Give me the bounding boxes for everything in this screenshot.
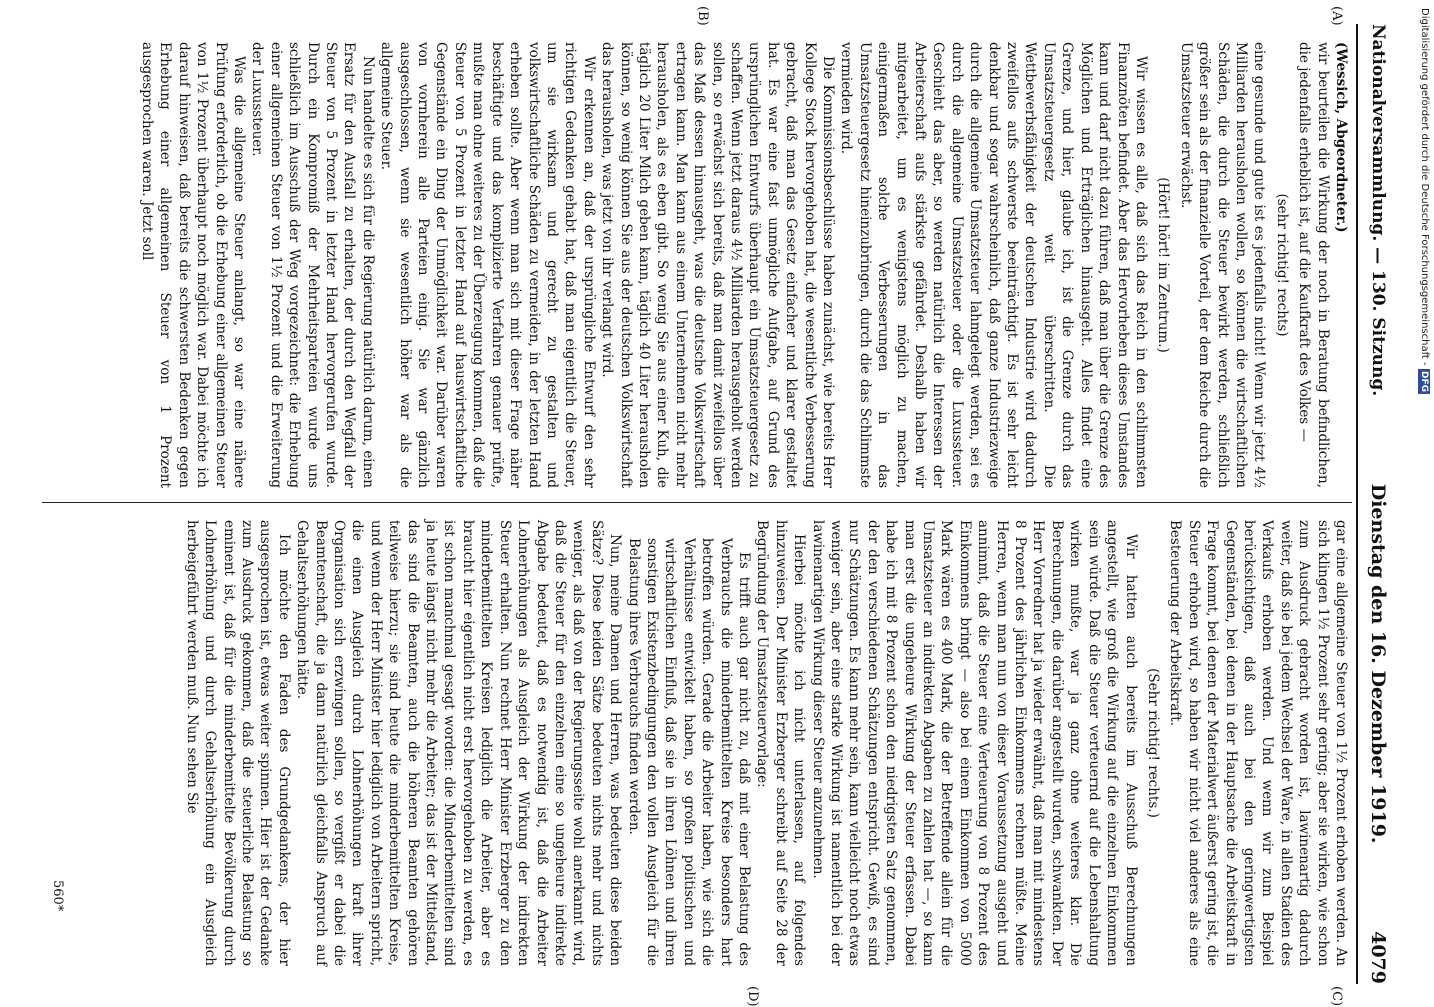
funding-note [1418,8,1430,394]
speaker-line: (Wessich, Abgeordneter.) [1333,42,1349,233]
signature-number: 560* [50,880,65,912]
page-header [1360,24,1396,984]
side-strip [1410,0,1434,1000]
paragraph: Was die allgemeine Steuer anlangt, so war eine nähere Prüfung erforderlich, ob die Erhebung einer allgemeinen Steuer von 1½ Prozent überhaupt noch möglich war. Dabei möchte ich darauf hinweisen, daß bereits die schwersten Bedenken gegen Erhebung einer allgemeinen Steuer von 1 Prozent ausgesprochen waren. Jetzt soll [139,42,248,488]
margin-letter-c: (C) [1329,986,1344,1007]
paragraph: Die Kommissionsbeschlüsse haben zunächst, wie bereits Herr Kollege Stock hervorgehoben hat, die wesentliche Verbesserung gebracht, daß man das Gesetz einfacher und klarer gestaltet hat. Es war eine fast unmögliche Aufgabe, auf Grund des ursprünglichen Entwurfs überhaupt ein Umsatzsteuergesetz zu schaffen. Wenn jetzt daraus 4½ Milliarden herausgeholt werden sollen, so erwächst sich bereits, daß man damit zweifellos über das Maß dessen hinausgeht, was die deutsche Volkswirtschaft ertragen kann. Man kann aus einem Unternehmen nicht mehr herausholen, als es eben gibt. So wenig Sie aus einer Kuh, die täglich 20 Liter Milch geben kann, täglich 40 Liter herausholen können, so wenig können Sie aus der deutschen Volkswirtschaft das herausholen, was jetzt von ihr verlangt wird. [599,42,837,488]
page-number: 4079 [1367,931,1389,984]
header-rule [1356,24,1358,984]
quotation: Es trifft auch gar nicht zu, daß mit einer Belastung des Verbrauchs die minderbemittelten Kreise besonders hart betroffen würden. Gerade die Arbeiter haben, wie sich die Verhältnisse entwickelt haben, so großen politischen und wirtschaftlichen Einfluß, daß sie in ihren Löhnen und ihren sonstigen Existenzbedingungen den vollen Ausgleich für die Belastung ihres Verbrauchs finden werden. [625,538,752,966]
interjection: (Sehr richtig! rechts.) [1144,668,1161,818]
paragraph: Hierbei möchte ich nicht unterlassen, auf folgendes hinzuweisen. Der Minister Erzberger schreibt auf Seite 28 der Begründung der Umsatzsteuervorlage: [754,520,808,966]
column-divider [42,502,1352,503]
paragraph: Nun handelte es sich für die Regierung natürlich darum, einen Ersatz für den Ausfall zu erhalten, der durch den Wegfall der Steuer von 5 Prozent in letzter Hand hervorgerufen wurde. Durch ein Kompromiß der Mehrheitsparteien wurde uns schließlich im Ausschuß der Weg vorgezeichnet: die Erhebung einer allgemeinen Steuer von 1½ Prozent und die Erweiterung der Luxussteuer. [249,42,376,488]
paragraph: gar eine allgemeine Steuer von 1½ Prozent erhoben werden. An sich klingen 1½ Prozent sehr gering; aber sie wirken, wie schon zum Ausdruck gebracht worden ist, lawinenartig dadurch weiter, daß sie bei jedem Wechsel der Ware, in allen Stadien des Verkaufs erhoben werden. Und wenn wir zum Beispiel berücksichtigen, daß auch bei den geringwertigsten Gegenständen, bei denen in der Hauptsache die Arbeitskraft in Frage kommt, bei denen der Materialwert äußerst gering ist, die Steuer erhoben wird, so haben wir nicht viel anderes als eine Besteuerung der Arbeitskraft. [1167,520,1349,966]
paragraph: wir beurteilen die Wirkung der noch in Beratung befindlichen, die jedenfalls erheblich ist, auf die Kaufkraft des Volkes — [1296,42,1331,488]
paragraph: Nun, meine Damen und Herren, was bedeuten diese beiden Sätze? Diese beiden Sätze bedeuten nichts mehr und nichts weniger, als daß von der Regierungsseite wohl anerkannt wird, daß die Steuer für den einzelnen eine so ungeheure indirekte Abgabe bedeutet, daß es notwendig ist, daß die Arbeiter Lohnerhöhungen als Ausgleich der Wirkung der indirekten Steuer erhalten. Nun rechnet Herr Minister Erzberger zu den minderbemittelten Kreisen lediglich die Arbeiter, aber es braucht hier eigentlich nicht erst hervorgehoben zu werden, es ist schon manchmal gesagt worden: die Minderbemittelten sind ja heute längst nicht mehr die Arbeiter; das ist der Mittelstand, das sind die Beamten, auch die höheren Beamten gehören teilweise hierzu; sie sind heute die minderbemittelten Kreise, und wenn der Herr Minister hier lediglich von Arbeitern spricht, die einen Ausgleich durch Lohnerhöhungen kraft ihrer Organisation sich erzwingen sollen, so vergißt er dabei die Beamtenschaft, die ja dann natürlich gleichfalls Anspruch auf Gehaltserhöhungen hätte. [294,520,624,966]
header-date: Dienstag den 16. Dezember 1919. [1367,483,1389,844]
interjection: (sehr richtig! rechts) [1273,193,1290,337]
right-column [182,520,1350,966]
paragraph: Ich möchte den Faden des Grundgedankens, der hier ausgesprochen ist, etwas weiter spinnen. Hier ist der Gedanke zum Ausdruck gekommen, daß die steuerliche Belastung so eminent ist, daß für die minderbemittelte Bevölkerung durch Lohnerhöhung und durch Gehaltserhöhung ein Ausgleich herbeigeführt werden muß. Nun sehen Sie [183,520,292,966]
interjection: (Hört! hört! im Zentrum.) [1155,177,1172,353]
paragraph: Wir hatten auch bereits im Ausschuß Berechnungen angestellt, wie groß die Wirkung auf die einzelnen Einkommen sein würde. Daß die Steuer verteuernd auf die Lebenshaltung wirken mußte, war ja ganz ohne weiteres klar. Die Berechnungen, die darüber angestellt wurden, schwankten. Der Herr Vorredner hat ja wieder erwähnt, daß man mit mindestens 8 Prozent des jährlichen Einkommens rechnen müßte. Meine Herren, wenn man nun von dieser Voraussetzung ausgeht und annimmt, daß die Steuer eine Verteuerung von 8 Prozent des Einkommens bringt — also bei einem Einkommen von 5000 Mark wären es 400 Mark, die der Betreffende allein für die Umsatzsteuer an indirekten Abgaben zu zahlen hat —, so kann man erst die ungeheure Wirkung der Steuer erfassen. Dabei habe ich mit 8 Prozent schon den niedrigsten Satz genommen, der den verschiedenen Schätzungen entspricht. Gewiß, es sind nur Schätzungen. Es kann mehr sein, kann vielleicht noch etwas weniger sein, aber eine starke Wirkung ist namentlich bei der lawinenartigen Wirkung dieser Steuer anzunehmen. [809,520,1139,966]
margin-letter-a: (A) [1329,6,1344,26]
paragraph: eine gesunde und gute ist es jedenfalls nicht! Wenn wir jetzt 4½ Milliarden herausholen wollen, so können die wirtschaftlichen Schäden, die durch die Steuer bewirkt werden, schließlich größer sein als der finanzielle Vorteil, der dem Reiche durch die Umsatzsteuer erwächst. [1177,42,1268,488]
paragraph: Wir wissen es alle, daß sich das Reich in den schlimmsten Finanznöten befindet. Aber das Hervorheben dieses Umstandes kann und darf nicht dazu führen, daß man über die Grenze des Möglichen und Erträglichen hinausgeht. Alles findet eine Grenze, und hier, glaube ich, ist die Grenze durch das Umsatzsteuergesetz weit überschritten. Die Wettbewerbsfähigkeit der deutschen Industrie wird dadurch zweifellos aufs schwerste beeinträchtigt. Es ist sehr leicht denkbar und sogar wahrscheinlich, daß ganze Industriezweige durch die allgemeine Umsatzsteuer lahmgelegt werden, sei es durch die allgemeine Umsatzsteuer oder die Luxussteuer. Geschieht das aber, so werden natürlich die Interessen der Arbeiterschaft aufs stärkste gefährdet. Deshalb haben wir mitgearbeitet, um es wenigstens möglich zu machen, einigermaßen solche Verbesserungen in das Umsatzsteuergesetz hineinzubringen, durch die das Schlimmste vermieden wird. [838,42,1149,488]
margin-letter-b: (B) [695,6,710,26]
header-left: Nationalversammlung. — 130. Sitzung. [1368,24,1388,397]
paragraph: Wir erkennen an, daß der ursprüngliche Entwurf den sehr richtigen Gedanken gehabt hat, daß man eigentlich die Steuer, um sie wirksam und gerecht zu gestalten und volkswirtschaftliche Schäden zu vermeiden, in der letzten Hand erheben sollte. Aber wenn man sich mit dieser Frage näher beschäftigte und das komplizierte Verfahren genauer prüfte, mußte man ohne weiteres zu der Überzeugung kommen, daß die Steuer von 5 Prozent in letzter Hand auf hauswirtschaftliche Gegenstände ein Ding der Unmöglichkeit war. Darüber waren von vornherein alle Parteien einig. Sie war gänzlich ausgeschlossen, wenn sie wesentlich höher war als die allgemeine Steuer. [378,42,597,488]
margin-letter-d: (D) [745,986,760,1007]
funding-text: Digitalisierung gefördert durch die Deutsche Forschungsgemeinschaft - [1419,8,1430,366]
left-column [138,42,1350,488]
dfg-logo: DFG [1419,370,1429,392]
